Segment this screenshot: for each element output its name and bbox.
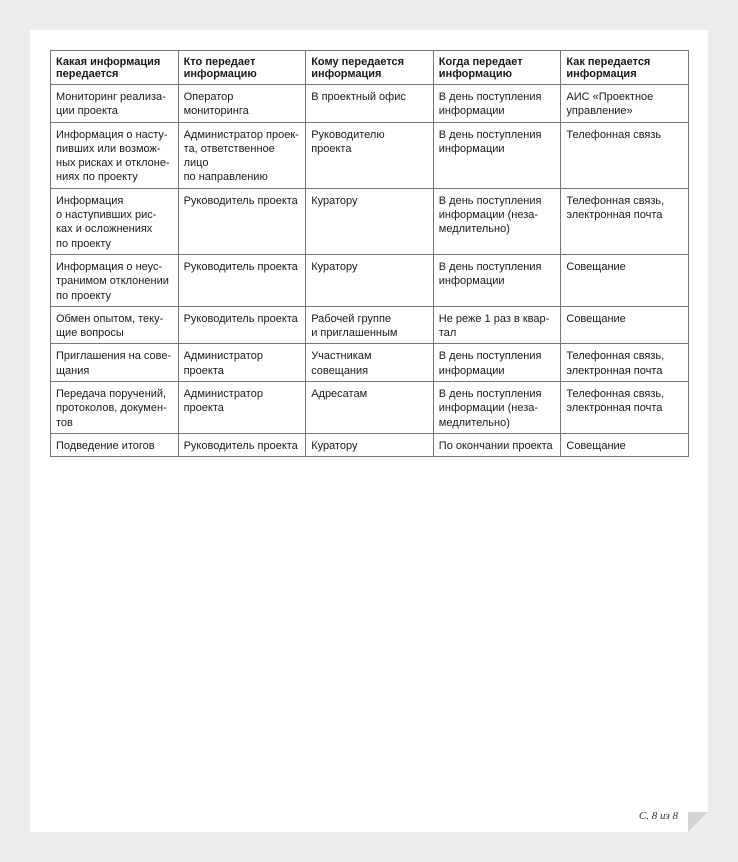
cell-to-whom <box>306 344 434 382</box>
cell-text: В проектный офис <box>311 91 406 103</box>
cell-when <box>433 382 561 434</box>
cell-text: Приглашения на сове- щания <box>56 350 172 377</box>
cell-how <box>561 433 689 456</box>
cell-text: В день поступления информации <box>438 260 542 288</box>
header-who-sends: Кто передает информацию <box>178 51 306 85</box>
cell-what-info <box>51 382 179 434</box>
cell-text: В день поступления информации (неза- медлительно) <box>438 194 542 236</box>
document-page <box>30 30 708 832</box>
cell-who-sends <box>178 188 306 254</box>
cell-when <box>433 188 561 254</box>
cell-text: Администратор проек- та, ответственное лицо по направлению <box>183 128 299 184</box>
table-row <box>51 306 689 344</box>
table-body <box>51 85 689 457</box>
header-what-info: Какая информация передается <box>51 51 179 85</box>
page-number: С. 8 из 8 <box>638 810 678 822</box>
cell-to-whom <box>306 122 434 188</box>
cell-text: Руководитель проекта <box>183 260 298 273</box>
cell-how <box>561 306 689 344</box>
cell-text: Совещание <box>566 312 626 325</box>
cell-text: Участникам совещания <box>311 350 372 377</box>
header-when: Когда передает информацию <box>433 51 561 85</box>
cell-who-sends <box>178 433 306 456</box>
table-header-row <box>51 51 689 85</box>
cell-text: Оператор мониторинга <box>183 91 249 118</box>
cell-to-whom <box>306 306 434 344</box>
cell-what-info <box>51 122 179 188</box>
cell-who-sends <box>178 306 306 344</box>
table-row <box>51 254 689 306</box>
cell-to-whom <box>306 85 434 123</box>
cell-text: Руководитель проекта <box>183 439 298 452</box>
cell-text: Телефонная связь, электронная почта <box>566 350 665 377</box>
cell-to-whom <box>306 254 434 306</box>
cell-text: Куратору <box>311 194 358 207</box>
cell-what-info <box>51 188 179 254</box>
cell-who-sends <box>178 344 306 382</box>
cell-text: В день поступления информации <box>438 350 542 377</box>
cell-text: Рабочей группе и приглашенным <box>311 312 398 340</box>
cell-text: Руководитель проекта <box>183 312 298 325</box>
cell-text: Совещание <box>566 439 626 452</box>
cell-text: Куратору <box>311 260 358 273</box>
cell-text: Информация о насту- пивших или возмож- ных рисках и отклоне- ниях по проекту <box>56 128 170 184</box>
cell-how <box>561 122 689 188</box>
information-exchange-table <box>50 50 689 457</box>
cell-text: В день поступления информации <box>438 91 542 118</box>
cell-who-sends <box>178 382 306 434</box>
cell-text: Руководителю проекта <box>311 128 385 155</box>
cell-text: В день поступления информации <box>438 128 542 155</box>
cell-who-sends <box>178 254 306 306</box>
page-corner-fold <box>688 812 708 832</box>
cell-what-info <box>51 254 179 306</box>
table-row <box>51 344 689 382</box>
cell-what-info <box>51 306 179 344</box>
cell-to-whom <box>306 188 434 254</box>
cell-to-whom <box>306 382 434 434</box>
cell-how <box>561 382 689 434</box>
table-row <box>51 85 689 123</box>
cell-how <box>561 188 689 254</box>
header-to-whom: Кому передается информация <box>306 51 434 85</box>
header-how: Как передается информация <box>561 51 689 85</box>
cell-text: Передача поручений, протоколов, докумен- тов <box>56 388 167 429</box>
cell-text: Подведение итогов <box>56 439 155 452</box>
cell-text: Не реже 1 раз в квар- тал <box>438 312 550 340</box>
cell-text: Администратор проекта <box>183 388 263 415</box>
cell-when <box>433 122 561 188</box>
cell-when <box>433 254 561 306</box>
cell-to-whom <box>306 433 434 456</box>
cell-when <box>433 344 561 382</box>
cell-text: Совещание <box>566 260 626 273</box>
cell-text: Телефонная связь <box>566 128 662 141</box>
cell-text: Телефонная связь, электронная почта <box>566 194 665 222</box>
cell-when <box>433 433 561 456</box>
table-row <box>51 122 689 188</box>
cell-who-sends <box>178 85 306 123</box>
cell-text: Информация о неус- транимом отклонении по проекту <box>56 260 169 302</box>
table-row <box>51 382 689 434</box>
cell-text: Руководитель проекта <box>183 194 298 207</box>
cell-text: Телефонная связь, электронная почта <box>566 388 665 415</box>
cell-text: Обмен опытом, теку- щие вопросы <box>56 312 164 340</box>
cell-text: Куратору <box>311 439 358 452</box>
cell-when <box>433 306 561 344</box>
cell-what-info <box>51 85 179 123</box>
cell-text: В день поступления информации (неза- медлительно) <box>438 388 542 429</box>
table-row <box>51 188 689 254</box>
cell-text: Адресатам <box>311 388 368 401</box>
cell-text: Мониторинг реализа- ции проекта <box>56 91 166 118</box>
cell-text: Информация о наступивших рис- ках и осложнениях по проекту <box>56 194 157 250</box>
cell-who-sends <box>178 122 306 188</box>
cell-how <box>561 254 689 306</box>
cell-text: АИС «Проектное управление» <box>566 91 654 118</box>
cell-how <box>561 344 689 382</box>
cell-text: По окончании проекта <box>438 439 553 452</box>
cell-how <box>561 85 689 123</box>
table-row <box>51 433 689 456</box>
cell-text: Администратор проекта <box>183 350 263 377</box>
cell-what-info <box>51 344 179 382</box>
cell-what-info <box>51 433 179 456</box>
cell-when <box>433 85 561 123</box>
